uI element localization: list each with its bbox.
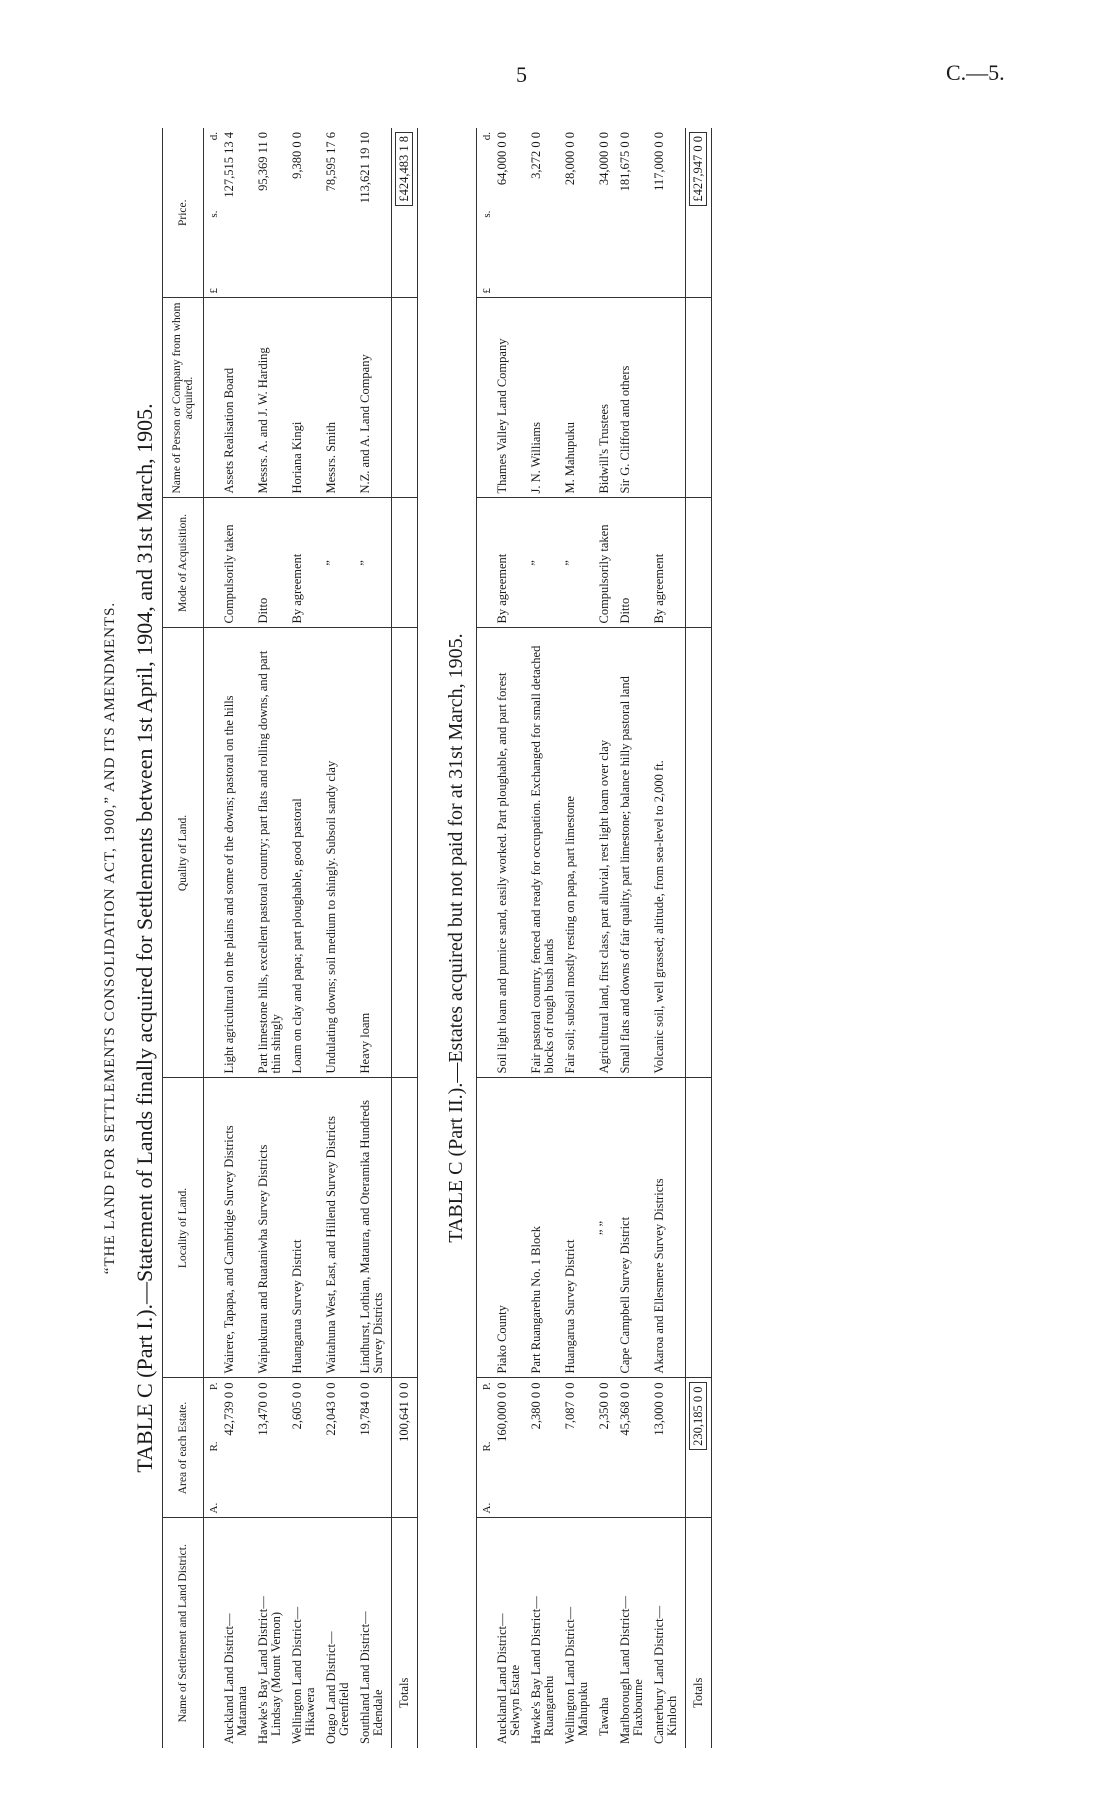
settlement-name: Flaxbourne — [631, 1679, 645, 1736]
vendor-cell: Messrs. A. and J. W. Harding — [255, 298, 289, 498]
vendor-cell — [651, 298, 686, 498]
act-title: “THE LAND FOR SETTLEMENTS CONSOLIDATION ACT, 1900,” AND ITS AMENDMENTS. — [102, 601, 118, 1275]
area-cell: 160,000 0 0 — [494, 1378, 528, 1518]
mode-cell: By agreement — [651, 498, 686, 628]
table1-units-row — [204, 128, 222, 1748]
land-district: Auckland Land District— — [222, 1613, 236, 1744]
locality-cell: ” ” — [596, 1078, 617, 1378]
vendor-cell: Assets Realisation Board — [221, 298, 255, 498]
area-cell: 22,043 0 0 — [323, 1378, 357, 1518]
locality-cell: Lindhurst, Lothian, Mataura, and Oteramika Hundreds Survey Districts — [357, 1078, 392, 1378]
total-price: £424,483 1 8 — [395, 132, 413, 206]
totals-label: Totals — [686, 1518, 712, 1748]
vendor-cell: Thames Valley Land Company — [494, 298, 528, 498]
table2-title: TABLE C (Part II.).—Estates acquired but not paid for at 31st March, 1905. — [445, 633, 467, 1243]
locality-cell: Cape Campbell Survey District — [617, 1078, 651, 1378]
mode-cell: By agreement — [289, 498, 323, 628]
quality-cell: Fair pastoral country, fenced and ready for occupation. Exchanged for small detached blocks of rough bush lands — [528, 628, 562, 1078]
area-cell: 13,000 0 0 — [651, 1378, 686, 1518]
land-district: Hawke's Bay Land District— — [529, 1596, 543, 1744]
unit-pence: d. — [208, 132, 220, 141]
settlement-name: Ruangarehu — [542, 1675, 556, 1736]
vendor-cell: Bidwill's Trustees — [596, 298, 617, 498]
mode-cell: By agreement — [494, 498, 528, 628]
area-cell: 2,380 0 0 — [528, 1378, 562, 1518]
table-row — [255, 128, 289, 1748]
col-header-vendor: Name of Person or Company from whom acquired. — [163, 298, 204, 498]
mode-cell: Ditto — [255, 498, 289, 628]
settlement-name: Hikawera — [303, 1687, 317, 1736]
unit-shillings: s. — [481, 210, 493, 218]
price-cell: 64,000 0 0 — [494, 128, 528, 298]
quality-cell: Agricultural land, first class, part alluvial, rest light loam over clay — [596, 628, 617, 1078]
unit-pounds: £ — [208, 288, 220, 294]
table2 — [476, 128, 712, 1748]
locality-cell: Piako County — [494, 1078, 528, 1378]
settlement-name: Mahupuku — [576, 1681, 590, 1736]
unit-perches: P. — [208, 1382, 220, 1391]
quality-cell: Heavy loam — [357, 628, 392, 1078]
unit-roods: R. — [481, 1441, 493, 1452]
quality-cell: Fair soil; subsoil mostly resting on papa, part limestone — [562, 628, 596, 1078]
table1 — [162, 128, 418, 1748]
settlement-name: Tawaha — [597, 1697, 611, 1736]
unit-pence: d. — [481, 132, 493, 141]
vendor-cell: N.Z. and A. Land Company — [357, 298, 392, 498]
locality-cell: Part Ruangarehu No. 1 Block — [528, 1078, 562, 1378]
price-cell: 117,000 0 0 — [651, 128, 686, 298]
table-row — [596, 128, 617, 1748]
totals-label: Totals — [392, 1518, 418, 1748]
vendor-cell: Messrs. Smith — [323, 298, 357, 498]
table1-title: TABLE C (Part I.).—Statement of Lands finally acquired for Settlements between 1st April, 1904, and 31st March, 1905. — [132, 403, 157, 1473]
land-district: Wellington Land District— — [563, 1606, 577, 1744]
area-cell: 19,784 0 0 — [357, 1378, 392, 1518]
area-cell: 45,368 0 0 — [617, 1378, 651, 1518]
mode-cell: Compulsorily taken — [221, 498, 255, 628]
table-row — [221, 128, 255, 1748]
vendor-cell: Horiana Kingi — [289, 298, 323, 498]
settlement-name: Selwyn Estate — [508, 1664, 522, 1736]
unit-pounds: £ — [481, 288, 493, 294]
table2-units-row — [477, 128, 495, 1748]
table2-totals-row — [686, 128, 712, 1748]
mode-cell: Ditto — [617, 498, 651, 628]
area-cell: 2,605 0 0 — [289, 1378, 323, 1518]
land-district: Otago Land District— — [324, 1631, 338, 1744]
table-row — [357, 128, 392, 1748]
table-row — [617, 128, 651, 1748]
table-row — [651, 128, 686, 1748]
mode-cell: ” — [323, 498, 357, 628]
table-row — [323, 128, 357, 1748]
table-row — [289, 128, 323, 1748]
price-cell: 34,000 0 0 — [596, 128, 617, 298]
locality-cell: Akaroa and Ellesmere Survey Districts — [651, 1078, 686, 1378]
vendor-cell: J. N. Williams — [528, 298, 562, 498]
col-header-locality: Locality of Land. — [163, 1078, 204, 1378]
quality-cell: Undulating downs; soil medium to shingly. Subsoil sandy clay — [323, 628, 357, 1078]
col-header-price: Price. — [163, 128, 204, 298]
table-row — [562, 128, 596, 1748]
table1-header-row — [163, 128, 204, 1748]
quality-cell: Loam on clay and papa; part ploughable, good pastoral — [289, 628, 323, 1078]
mode-cell: ” — [357, 498, 392, 628]
price-cell: 181,675 0 0 — [617, 128, 651, 298]
col-header-area: Area of each Estate. — [163, 1378, 204, 1518]
price-cell: 113,621 19 10 — [357, 128, 392, 298]
locality-cell: Wairere, Tapapa, and Cambridge Survey Districts — [221, 1078, 255, 1378]
vendor-cell: Sir G. Clifford and others — [617, 298, 651, 498]
area-cell: 2,350 0 0 — [596, 1378, 617, 1518]
quality-cell: Soil light loam and pumice sand, easily worked. Part ploughable, and part forest — [494, 628, 528, 1078]
settlement-name: Lindsay (Mount Vernon) — [269, 1611, 283, 1736]
settlement-name: Matamata — [235, 1686, 249, 1736]
price-cell: 3,272 0 0 — [528, 128, 562, 298]
land-district: Hawke's Bay Land District— — [256, 1596, 270, 1744]
locality-cell: Waitahuna West, East, and Hillend Survey Districts — [323, 1078, 357, 1378]
table-row — [528, 128, 562, 1748]
unit-roods: R. — [208, 1441, 220, 1452]
vendor-cell: M. Mahupuku — [562, 298, 596, 498]
settlement-name: Greenfield — [337, 1682, 351, 1736]
area-cell: 13,470 0 0 — [255, 1378, 289, 1518]
land-district: Canterbury Land District— — [652, 1605, 666, 1744]
unit-acres: A. — [481, 1502, 493, 1514]
price-cell: 127,515 13 4 — [221, 128, 255, 298]
area-cell: 7,087 0 0 — [562, 1378, 596, 1518]
locality-cell: Huangarua Survey District — [562, 1078, 596, 1378]
page-number: 5 — [516, 62, 527, 87]
price-cell: 95,369 11 0 — [255, 128, 289, 298]
locality-cell: Waipukurau and Ruataniwha Survey Districts — [255, 1078, 289, 1378]
total-price: £427,947 0 0 — [689, 132, 707, 206]
unit-acres: A. — [208, 1502, 220, 1514]
settlement-name: Kinloch — [665, 1695, 679, 1736]
price-cell: 9,380 0 0 — [289, 128, 323, 298]
quality-cell: Part limestone hills, excellent pastoral country; part flats and rolling downs, and part thin shingly — [255, 628, 289, 1078]
col-header-quality: Quality of Land. — [163, 628, 204, 1078]
mode-cell: ” — [528, 498, 562, 628]
land-district: Southland Land District— — [358, 1611, 372, 1744]
price-cell: 78,595 17 6 — [323, 128, 357, 298]
quality-cell: Small flats and downs of fair quality, part limestone; balance hilly pastoral land — [617, 628, 651, 1078]
table1-totals-row — [392, 128, 418, 1748]
col-header-name: Name of Settlement and Land District. — [163, 1518, 204, 1748]
mode-cell: Compulsorily taken — [596, 498, 617, 628]
document-reference: C.—5. — [946, 60, 1005, 85]
locality-cell: Huangarua Survey District — [289, 1078, 323, 1378]
area-cell: 42,739 0 0 — [221, 1378, 255, 1518]
settlement-name: Edendale — [371, 1689, 385, 1736]
land-district: Auckland Land District— — [495, 1613, 509, 1744]
rotated-page-content — [96, 128, 956, 1748]
col-header-mode: Mode of Acquisition. — [163, 498, 204, 628]
unit-shillings: s. — [208, 210, 220, 218]
total-area: 100,641 0 0 — [392, 1378, 418, 1518]
land-district: Wellington Land District— — [290, 1606, 304, 1744]
table-row — [494, 128, 528, 1748]
price-cell: 28,000 0 0 — [562, 128, 596, 298]
total-area: 230,185 0 0 — [689, 1383, 707, 1450]
mode-cell: ” — [562, 498, 596, 628]
unit-perches: P. — [481, 1382, 493, 1391]
quality-cell: Volcanic soil, well grassed; altitude, from sea-level to 2,000 ft. — [651, 628, 686, 1078]
land-district: Marlborough Land District— — [618, 1596, 632, 1744]
quality-cell: Light agricultural on the plains and some of the downs; pastoral on the hills — [221, 628, 255, 1078]
